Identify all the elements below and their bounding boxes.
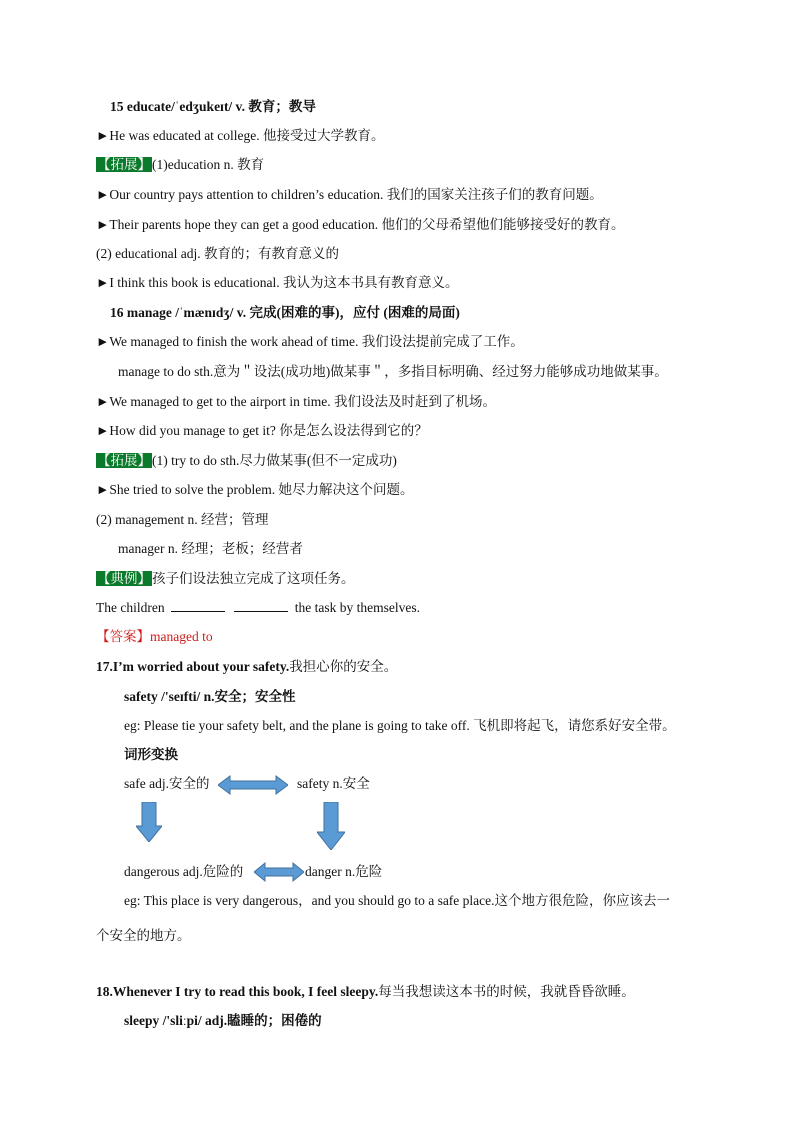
- double-arrow-icon: [218, 774, 288, 796]
- fill-blank-line: [96, 599, 420, 617]
- heading-educate: 15 educate/ˈedʒukeɪt/ v. 教育；教导: [110, 99, 316, 114]
- example-line: ►How did you manage to get it? 你是怎么设法得到它的？: [96, 423, 428, 438]
- typical-example-line: [96, 570, 355, 588]
- answer-text: managed to: [150, 629, 213, 644]
- example-line: ►She tried to solve the problem. 她尽力解决这个问题。: [96, 482, 414, 497]
- usage-note: manage to do sth.意为＂设法(成功地)做某事＂，多指目标明确、经过努力能够成功地做某事。: [118, 364, 668, 379]
- word-forms-heading: 词形变换: [124, 747, 178, 762]
- sentence-end: the task by themselves.: [294, 600, 420, 615]
- extension-line: [96, 156, 264, 174]
- heading-18-en: 18.Whenever I try to read this book, I feel sleepy.: [96, 984, 379, 999]
- example-line: eg: Please tie your safety belt, and the plane is going to take off. 飞机即将起飞，请您系好安全带。: [124, 718, 676, 733]
- definition-line: (2) educational adj. 教育的；有教育意义的: [96, 246, 339, 261]
- word-safe: safe adj.安全的: [124, 776, 210, 791]
- heading-manage: 16 manage /ˈmænɪdʒ/ v. 完成(困难的事)，应付 (困难的局面): [110, 305, 460, 320]
- definition-line: manager n. 经理；老板；经营者: [118, 541, 303, 556]
- heading-17-zh: 我担心你的安全。: [289, 659, 398, 674]
- extension-text: (1)education n. 教育: [152, 157, 265, 172]
- double-arrow-icon: [254, 861, 304, 883]
- definition-line: (2) management n. 经营；管理: [96, 512, 269, 527]
- heading-18: [96, 983, 635, 1001]
- extension-tag: 【拓展】: [97, 453, 151, 468]
- word-safety-noun: safety n.安全: [297, 776, 370, 791]
- answer-line: [96, 628, 213, 646]
- heading-17: [96, 658, 397, 676]
- blank-1: [171, 599, 225, 612]
- example-line: ►He was educated at college. 他接受过大学教育。: [96, 128, 385, 143]
- blank-2: [234, 599, 288, 612]
- extension-text: (1) try to do sth.尽力做某事(但不一定成功): [152, 453, 397, 468]
- word-danger: danger n.危险: [305, 864, 383, 879]
- typical-example-text: 孩子们设法独立完成了这项任务。: [152, 571, 355, 586]
- example-line: ►We managed to finish the work ahead of time. 我们设法提前完成了工作。: [96, 334, 524, 349]
- example-line: ►I think this book is educational. 我认为这本书具有教育意义。: [96, 275, 459, 290]
- example-line: ►Their parents hope they can get a good education. 他们的父母希望他们能够接受好的教育。: [96, 217, 625, 232]
- sentence-start: The children: [96, 600, 165, 615]
- example-line-cont: 个安全的地方。: [96, 928, 191, 943]
- example-line: eg: This place is very dangerous，and you should go to a safe place.这个地方很危险，你应该去一: [124, 893, 671, 908]
- down-arrow-icon: [317, 802, 345, 850]
- down-arrow-icon: [136, 802, 162, 842]
- word-dangerous: dangerous adj.危险的: [124, 864, 244, 879]
- extension-tag: 【拓展】: [97, 157, 151, 172]
- word-sleepy: sleepy /'sliːpi/ adj.瞌睡的；困倦的: [124, 1013, 322, 1028]
- answer-tag: 【答案】: [96, 629, 150, 644]
- typical-example-tag: 【典例】: [97, 571, 151, 586]
- extension-line: [96, 452, 397, 470]
- example-line: ►Our country pays attention to children’s education. 我们的国家关注孩子们的教育问题。: [96, 187, 603, 202]
- heading-17-en: 17.I’m worried about your safety.: [96, 659, 290, 674]
- example-line: ►We managed to get to the airport in time. 我们设法及时赶到了机场。: [96, 394, 496, 409]
- word-safety: safety /'seɪfti/ n.安全；安全性: [124, 689, 296, 704]
- heading-18-zh: 每当我想读这本书的时候，我就昏昏欲睡。: [378, 984, 635, 999]
